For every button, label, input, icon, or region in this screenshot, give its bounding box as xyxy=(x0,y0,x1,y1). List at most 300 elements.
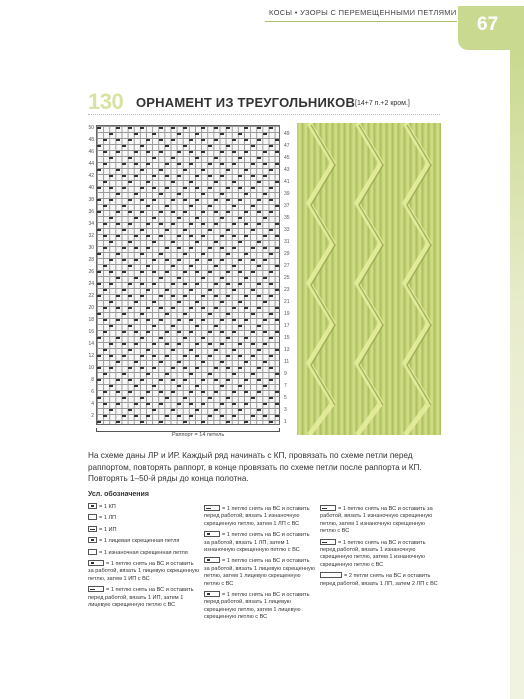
chart-symbol xyxy=(159,421,163,423)
chart-symbol xyxy=(103,403,107,405)
chart-symbol xyxy=(116,277,120,279)
chart-symbol xyxy=(171,181,175,183)
chart-symbol xyxy=(226,229,230,231)
row-number: 40 xyxy=(88,185,94,191)
chart-symbol xyxy=(244,391,248,393)
chart-symbol xyxy=(201,193,205,195)
chart-symbol xyxy=(122,331,126,333)
row-number: 47 xyxy=(284,143,290,149)
chart-symbol xyxy=(195,325,199,327)
chart-symbol xyxy=(232,235,236,237)
chart-symbol xyxy=(275,205,279,207)
row-number: 43 xyxy=(284,167,290,173)
chart-symbol xyxy=(146,403,150,405)
chart-symbol xyxy=(220,163,224,165)
chart-symbol xyxy=(97,421,101,423)
chart-symbol xyxy=(177,301,181,303)
chart-symbol xyxy=(232,223,236,225)
chart-symbol xyxy=(183,355,187,357)
chart-symbol xyxy=(171,139,175,141)
chart-symbol xyxy=(116,151,120,153)
chart-symbol xyxy=(140,145,144,147)
chart-symbol xyxy=(171,127,175,129)
chart-symbol xyxy=(220,385,224,387)
chart-symbol xyxy=(226,169,230,171)
chart-symbol xyxy=(263,385,267,387)
chart-symbol xyxy=(183,283,187,285)
chart-symbol xyxy=(232,349,236,351)
knitted-sample-photo xyxy=(297,123,441,435)
chart-symbol xyxy=(226,337,230,339)
chart-symbol xyxy=(109,367,113,369)
chart-symbol xyxy=(269,211,273,213)
chart-symbol xyxy=(109,175,113,177)
chart-symbol xyxy=(159,127,163,129)
chart-symbol xyxy=(214,139,218,141)
legend-item: = 1 петлю снять на ВС и оставить перед работой, вязать 1 изнаночную скрещенную петлю, затем 1 изнаночную скрещенную петлю с ВС xyxy=(320,539,426,568)
chart-symbol xyxy=(189,373,193,375)
chart-symbol xyxy=(177,319,181,321)
knitting-chart xyxy=(84,123,294,443)
row-number: 36 xyxy=(88,209,94,215)
decorative-side-stripe xyxy=(510,50,524,699)
chart-symbol xyxy=(159,193,163,195)
chart-symbol xyxy=(97,355,101,357)
knit-stitch-icon xyxy=(88,514,97,520)
row-number: 27 xyxy=(284,263,290,269)
row-number: 21 xyxy=(284,299,290,305)
row-number: 13 xyxy=(284,347,290,353)
chart-symbol xyxy=(134,319,138,321)
chart-symbol xyxy=(275,235,279,237)
chart-symbol xyxy=(171,349,175,351)
chart-symbol xyxy=(128,379,132,381)
chart-symbol xyxy=(263,151,267,153)
chart-symbol xyxy=(152,301,156,303)
chart-symbol xyxy=(257,283,261,285)
section-title: КОСЫ • УЗОРЫ С ПЕРЕМЕЩЕННЫМИ ПЕТЛЯМИ xyxy=(269,8,457,17)
chart-symbol xyxy=(214,157,218,159)
chart-symbol xyxy=(232,391,236,393)
chart-symbol xyxy=(214,223,218,225)
chart-symbol xyxy=(134,385,138,387)
chart-symbol xyxy=(257,295,261,297)
chart-symbol xyxy=(263,277,267,279)
chart-symbol xyxy=(251,331,255,333)
row-number: 18 xyxy=(88,317,94,323)
chart-symbol xyxy=(183,337,187,339)
legend-item: = 1 петлю снять на ВС и оставить перед работой, вязать 1 ИП, затем 1 лицевую скрещенную петлю с ВС xyxy=(88,587,194,609)
chart-symbol xyxy=(140,253,144,255)
chart-symbol xyxy=(208,355,212,357)
chart-symbol xyxy=(208,289,212,291)
chart-symbol xyxy=(140,379,144,381)
chart-symbol xyxy=(195,367,199,369)
chart-symbol xyxy=(177,217,181,219)
chart-symbol xyxy=(244,151,248,153)
chart-symbol xyxy=(165,313,169,315)
cross-purl-back-icon xyxy=(320,505,336,511)
chart-symbol xyxy=(201,127,205,129)
chart-symbol xyxy=(122,259,126,261)
chart-symbol xyxy=(189,163,193,165)
chart-symbol xyxy=(269,337,273,339)
chart-symbol xyxy=(232,373,236,375)
chart-symbol xyxy=(251,271,255,273)
chart-symbol xyxy=(140,169,144,171)
chart-symbol xyxy=(140,187,144,189)
chart-symbol xyxy=(257,391,261,393)
chart-symbol xyxy=(171,241,175,243)
chart-symbol xyxy=(275,373,279,375)
chart-symbol xyxy=(189,331,193,333)
row-number: 1 xyxy=(284,419,287,425)
row-number: 25 xyxy=(284,275,290,281)
chart-symbol xyxy=(103,415,107,417)
chart-symbol xyxy=(122,163,126,165)
chart-symbol xyxy=(97,397,101,399)
legend-item: = 1 петлю снять на ВС и оставить за работой, вязать 1 лицевую скрещенную петлю, затем 1 ИП с ВС xyxy=(88,561,199,582)
chart-symbol xyxy=(152,241,156,243)
chart-symbol xyxy=(201,307,205,309)
chart-symbol xyxy=(116,403,120,405)
chart-symbol xyxy=(220,331,224,333)
chart-symbol xyxy=(183,145,187,147)
legend-item: = 1 петлю снять на ВС и оставить за работой, вязать 1 ЛП, затем 1 изнаночную скрещенную петлю с ВС xyxy=(204,532,310,554)
row-number: 34 xyxy=(88,221,94,227)
chart-symbol xyxy=(165,331,169,333)
chart-symbol xyxy=(128,265,132,267)
row-number: 15 xyxy=(284,335,290,341)
row-number: 11 xyxy=(284,359,290,365)
chart-symbol xyxy=(146,319,150,321)
chart-symbol xyxy=(152,157,156,159)
chart-symbol xyxy=(177,415,181,417)
chart-symbol xyxy=(214,283,218,285)
chart-symbol xyxy=(251,343,255,345)
chart-symbol xyxy=(189,319,193,321)
row-number: 6 xyxy=(91,389,94,395)
chart-symbol xyxy=(263,133,267,135)
chart-symbol xyxy=(238,301,242,303)
chart-symbol xyxy=(201,169,205,171)
chart-symbol xyxy=(220,193,224,195)
legend-column-2 xyxy=(204,505,316,625)
chart-symbol xyxy=(269,283,273,285)
legend-title: Усл. обозначения xyxy=(88,491,149,498)
chart-symbol xyxy=(165,397,169,399)
chart-symbol xyxy=(146,331,150,333)
chart-symbol xyxy=(109,301,113,303)
chart-symbol xyxy=(263,163,267,165)
chart-symbol xyxy=(165,259,169,261)
chart-symbol xyxy=(201,403,205,405)
chart-symbol xyxy=(244,295,248,297)
chart-symbol xyxy=(159,139,163,141)
chart-symbol xyxy=(238,133,242,135)
chart-symbol xyxy=(128,241,132,243)
chart-symbol xyxy=(116,295,120,297)
chart-symbol xyxy=(165,175,169,177)
chart-symbol xyxy=(128,409,132,411)
chart-symbol xyxy=(134,343,138,345)
row-number: 26 xyxy=(88,269,94,275)
chart-symbol xyxy=(269,187,273,189)
chart-symbol xyxy=(220,361,224,363)
chart-symbol xyxy=(232,265,236,267)
chart-symbol xyxy=(165,205,169,207)
chart-symbol xyxy=(109,385,113,387)
chart-symbol xyxy=(146,307,150,309)
chart-symbol xyxy=(140,397,144,399)
chart-symbol xyxy=(238,355,242,357)
twisted-knit-icon xyxy=(88,537,97,543)
chart-symbol xyxy=(97,199,101,201)
chart-symbol xyxy=(152,283,156,285)
legend-item: = 1 лицевая скрещенная петля xyxy=(88,537,200,545)
row-number: 50 xyxy=(88,125,94,131)
chart-symbol xyxy=(208,373,212,375)
chart-symbol xyxy=(226,127,230,129)
chart-symbol xyxy=(238,175,242,177)
chart-symbol xyxy=(103,289,107,291)
chart-symbol xyxy=(109,355,113,357)
chart-symbol xyxy=(244,379,248,381)
row-number xyxy=(84,419,94,425)
chart-symbol xyxy=(103,307,107,309)
chart-symbol xyxy=(146,391,150,393)
chart-symbol xyxy=(116,193,120,195)
chart-symbol xyxy=(257,127,261,129)
chart-symbol xyxy=(189,265,193,267)
chart-symbol xyxy=(146,289,150,291)
chart-symbol xyxy=(128,127,132,129)
cross-twisted-back-icon xyxy=(204,557,220,563)
chart-symbol xyxy=(201,319,205,321)
chart-symbol xyxy=(146,163,150,165)
chart-symbol xyxy=(140,355,144,357)
purl-stitch-icon xyxy=(88,526,97,532)
chart-symbol xyxy=(251,229,255,231)
chart-symbol xyxy=(238,367,242,369)
chart-symbol xyxy=(238,241,242,243)
row-number: 9 xyxy=(284,371,287,377)
chart-symbol xyxy=(140,199,144,201)
chart-symbol xyxy=(251,247,255,249)
chart-symbol xyxy=(116,391,120,393)
chart-symbol xyxy=(208,229,212,231)
chart-symbol xyxy=(171,211,175,213)
chart-symbol xyxy=(226,199,230,201)
chart-symbol xyxy=(103,181,107,183)
chart-symbol xyxy=(134,175,138,177)
chart-symbol xyxy=(195,199,199,201)
chart-symbol xyxy=(177,331,181,333)
chart-symbol xyxy=(140,337,144,339)
chart-symbol xyxy=(152,217,156,219)
chart-symbol xyxy=(152,271,156,273)
chart-symbol xyxy=(134,163,138,165)
rapport-label: Раппорт = 14 петель xyxy=(172,432,225,438)
pattern-number: 130 xyxy=(88,89,124,114)
chart-symbol xyxy=(116,379,120,381)
row-number: 30 xyxy=(88,245,94,251)
chart-symbol xyxy=(220,259,224,261)
chart-symbol xyxy=(214,325,218,327)
chart-symbol xyxy=(257,409,261,411)
chart-symbol xyxy=(201,151,205,153)
chart-symbol xyxy=(214,379,218,381)
chart-symbol xyxy=(128,139,132,141)
chart-symbol xyxy=(177,133,181,135)
chart-symbol xyxy=(97,295,101,297)
chart-symbol xyxy=(238,217,242,219)
chart-symbol xyxy=(208,187,212,189)
row-number: 24 xyxy=(88,281,94,287)
chart-symbol xyxy=(183,253,187,255)
row-number: 2 xyxy=(91,413,94,419)
chart-symbol xyxy=(183,229,187,231)
chart-symbol xyxy=(244,127,248,129)
chart-symbol xyxy=(238,325,242,327)
legend-item: = 2 петли снять на ВС и оставить перед работой, вязать 1 ЛП, затем 2 ЛП с ВС xyxy=(320,573,438,587)
pattern-title: ОРНАМЕНТ ИЗ ТРЕУГОЛЬНИКОВ xyxy=(136,95,356,110)
chart-symbol xyxy=(109,133,113,135)
chart-symbol xyxy=(232,307,236,309)
chart-symbol xyxy=(159,379,163,381)
chart-symbol xyxy=(97,379,101,381)
chart-symbol xyxy=(183,379,187,381)
chart-symbol xyxy=(251,397,255,399)
chart-symbol xyxy=(128,223,132,225)
chart-symbol xyxy=(189,151,193,153)
chart-symbol xyxy=(165,247,169,249)
chart-symbol xyxy=(134,247,138,249)
chart-symbol xyxy=(232,163,236,165)
chart-symbol xyxy=(275,139,279,141)
chart-symbol xyxy=(134,331,138,333)
edge-stitch-icon xyxy=(88,503,97,509)
chart-symbol xyxy=(214,409,218,411)
chart-symbol xyxy=(201,391,205,393)
chart-symbol xyxy=(195,385,199,387)
chart-symbol xyxy=(220,175,224,177)
row-numbers-left xyxy=(84,125,94,425)
chart-symbol xyxy=(122,313,126,315)
chart-symbol xyxy=(109,259,113,261)
chart-symbol xyxy=(146,181,150,183)
chart-symbol xyxy=(201,211,205,213)
chart-symbol xyxy=(226,313,230,315)
chart-symbol xyxy=(116,169,120,171)
chart-symbol xyxy=(226,283,230,285)
chart-symbol xyxy=(171,265,175,267)
chart-symbol xyxy=(232,415,236,417)
chart-symbol xyxy=(208,247,212,249)
chart-symbol xyxy=(244,211,248,213)
chart-symbol xyxy=(220,319,224,321)
chart-symbol xyxy=(214,127,218,129)
chart-symbol xyxy=(109,241,113,243)
chart-symbol xyxy=(244,139,248,141)
chart-symbol xyxy=(251,205,255,207)
chart-symbol xyxy=(214,391,218,393)
chart-symbol xyxy=(257,223,261,225)
chart-symbol xyxy=(226,379,230,381)
row-number: 22 xyxy=(88,293,94,299)
chart-symbol xyxy=(251,187,255,189)
chart-symbol xyxy=(263,331,267,333)
chart-symbol xyxy=(171,157,175,159)
chart-symbol xyxy=(244,253,248,255)
chart-symbol xyxy=(146,265,150,267)
chart-symbol xyxy=(275,331,279,333)
chart-symbol xyxy=(189,403,193,405)
chart-symbol xyxy=(269,229,273,231)
chart-symbol xyxy=(251,373,255,375)
row-number: 5 xyxy=(284,395,287,401)
row-number: 7 xyxy=(284,383,287,389)
chart-symbol xyxy=(171,283,175,285)
chart-symbol xyxy=(189,247,193,249)
chart-symbol xyxy=(165,187,169,189)
chart-symbol xyxy=(208,259,212,261)
chart-symbol xyxy=(134,259,138,261)
chart-symbol xyxy=(140,295,144,297)
chart-symbol xyxy=(220,301,224,303)
chart-symbol xyxy=(208,271,212,273)
legend-item: = 1 изнаночная скрещенная петля xyxy=(88,549,200,557)
chart-symbol xyxy=(275,403,279,405)
row-number: 16 xyxy=(88,329,94,335)
chart-symbol xyxy=(195,301,199,303)
row-number: 32 xyxy=(88,233,94,239)
row-number: 44 xyxy=(88,161,94,167)
chart-symbol xyxy=(214,181,218,183)
chart-symbol xyxy=(97,145,101,147)
chart-symbol xyxy=(257,241,261,243)
chart-symbol xyxy=(97,313,101,315)
chart-symbol xyxy=(220,217,224,219)
chart-symbol xyxy=(238,259,242,261)
chart-symbol xyxy=(159,223,163,225)
chart-symbol xyxy=(238,187,242,189)
chart-symbol xyxy=(171,325,175,327)
chart-symbol xyxy=(146,205,150,207)
chart-symbol xyxy=(195,283,199,285)
chart-symbol xyxy=(269,367,273,369)
chart-symbol xyxy=(189,349,193,351)
chart-symbol xyxy=(152,343,156,345)
chart-symbol xyxy=(159,151,163,153)
chart-symbol xyxy=(171,409,175,411)
chart-symbol xyxy=(152,199,156,201)
chart-symbol xyxy=(122,247,126,249)
chart-symbol xyxy=(189,205,193,207)
chart-symbol xyxy=(159,235,163,237)
chart-symbol xyxy=(140,283,144,285)
chart-symbol xyxy=(263,193,267,195)
chart-symbol xyxy=(140,313,144,315)
pattern-repeat: [14+7 п.+2 кром.] xyxy=(355,100,410,107)
chart-symbol xyxy=(189,415,193,417)
chart-symbol xyxy=(275,247,279,249)
chart-symbol xyxy=(238,343,242,345)
chart-symbol xyxy=(269,295,273,297)
chart-symbol xyxy=(251,355,255,357)
chart-symbol xyxy=(275,265,279,267)
chart-symbol xyxy=(146,349,150,351)
